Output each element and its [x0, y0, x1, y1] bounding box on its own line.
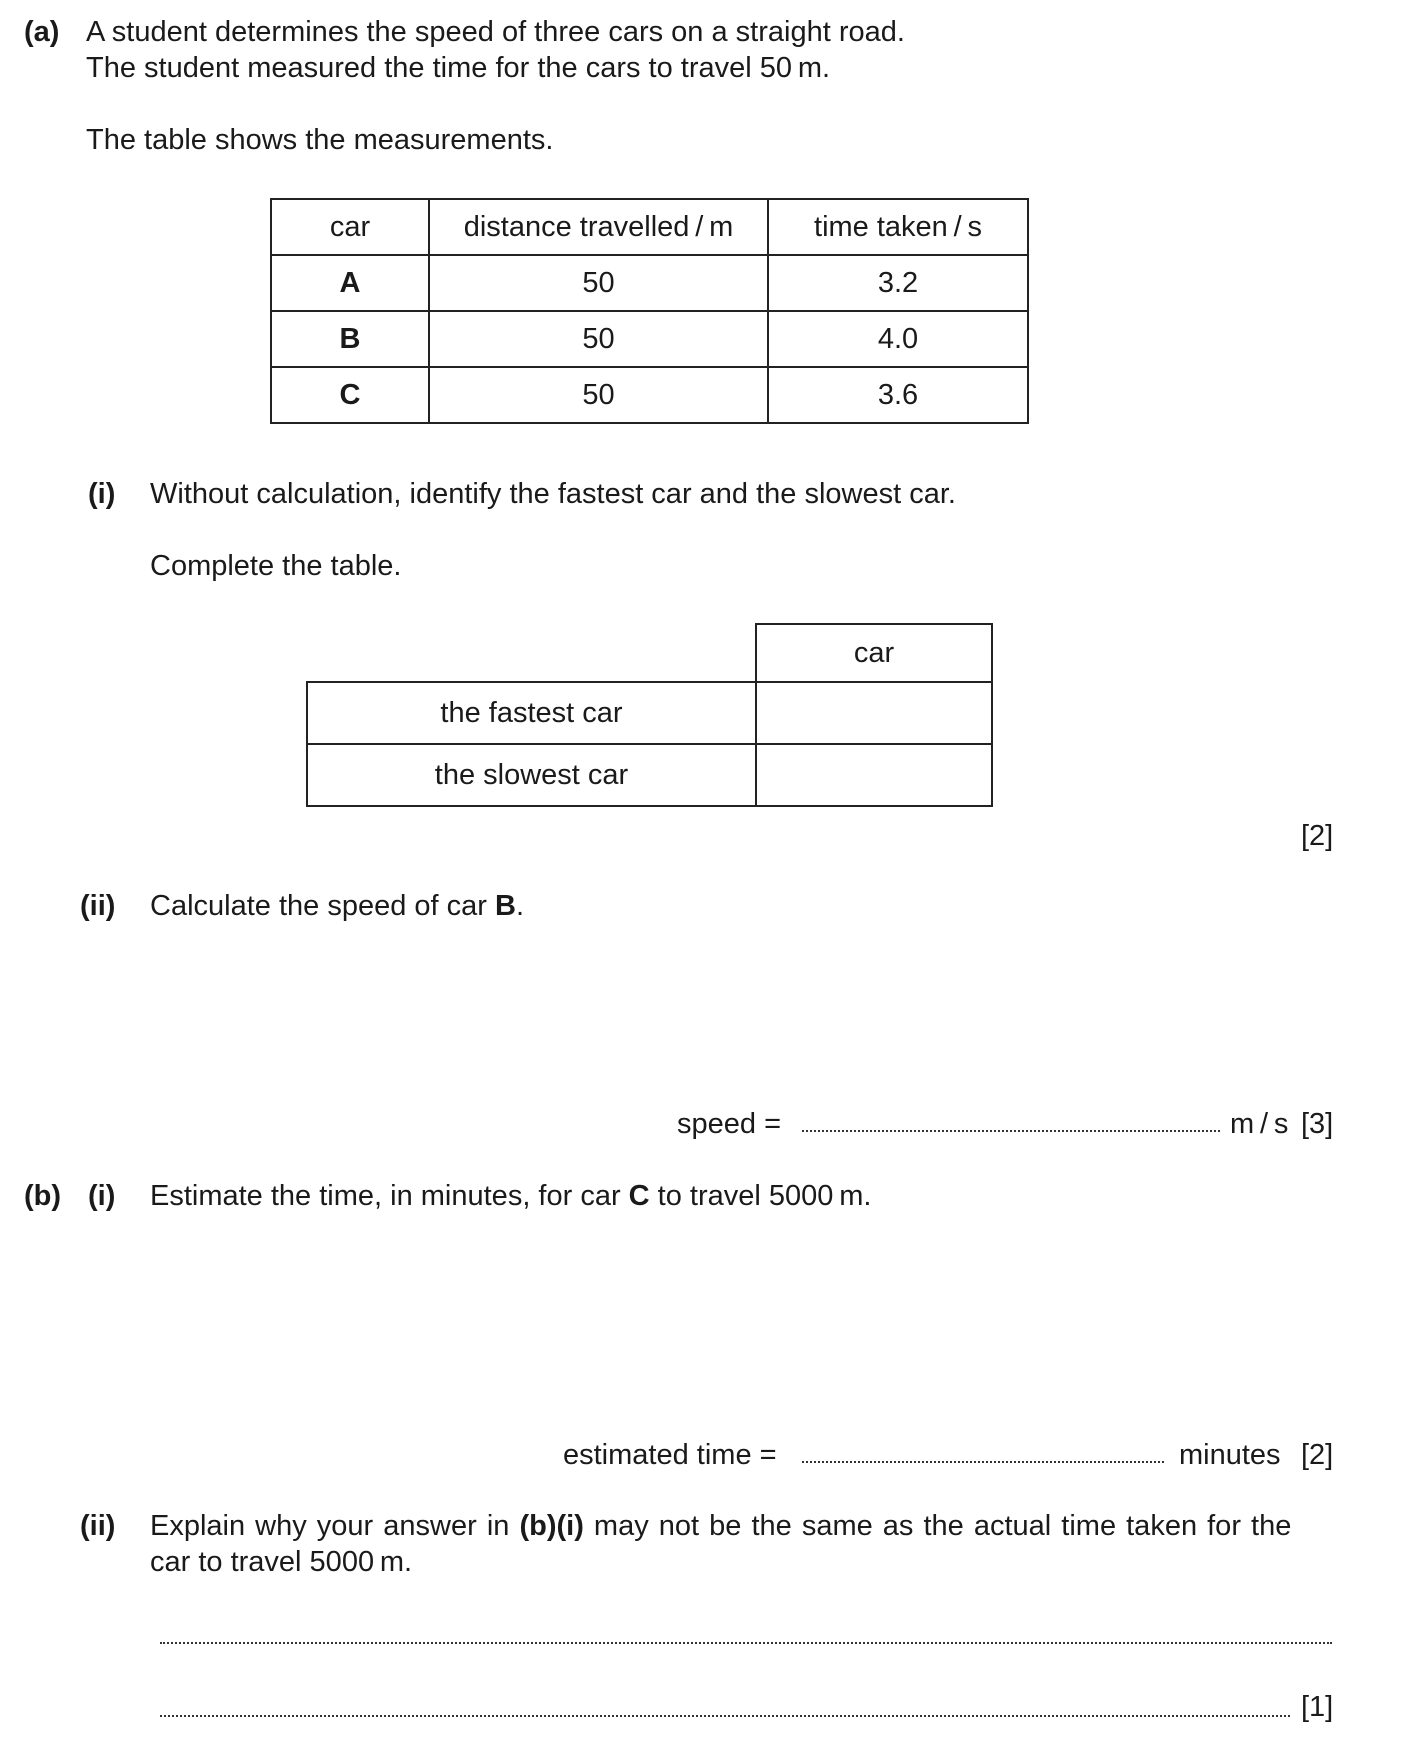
- row-b-car: B: [271, 311, 429, 367]
- part-a-intro-line2: The student measured the time for the cars to travel 50 m.: [86, 52, 831, 84]
- table-row: [271, 255, 1028, 311]
- part-b-label: (b): [24, 1180, 62, 1212]
- speed-answer-label: speed =: [677, 1108, 782, 1140]
- question-end: .: [515, 890, 524, 922]
- row-b-time: 4.0: [768, 311, 1028, 367]
- part-a-i-question: Without calculation, identify the fastest car and the slowest car.: [150, 478, 956, 510]
- header-car: car: [756, 624, 992, 682]
- fastest-slowest-table: [306, 623, 993, 807]
- speed-answer-line[interactable]: [802, 1130, 1220, 1132]
- part-b-i-question: [150, 1178, 871, 1214]
- part-b-ii-label: (ii): [80, 1510, 116, 1542]
- explanation-answer-line-2[interactable]: [160, 1715, 1290, 1717]
- header-distance: distance travelled / m: [429, 199, 768, 255]
- minutes-unit: minutes: [1179, 1439, 1281, 1471]
- row-a-time: 3.2: [768, 255, 1028, 311]
- car-c-ref: C: [628, 1180, 650, 1212]
- row-c-distance: 50: [429, 367, 768, 423]
- row-b-distance: 50: [429, 311, 768, 367]
- table-row: [271, 367, 1028, 423]
- estimated-time-answer-line[interactable]: [802, 1461, 1164, 1463]
- part-a-ii-question: [150, 888, 524, 924]
- measurements-table: [270, 198, 1029, 424]
- question-text-cont: may not be the same as the actual time taken for the: [583, 1510, 1292, 1542]
- table-row: [307, 682, 992, 744]
- part-b-i-marks: [2]: [1301, 1439, 1334, 1471]
- part-b-ii-marks: [1]: [1301, 1691, 1334, 1723]
- car-b-ref: B: [494, 890, 516, 922]
- row-c-time: 3.6: [768, 367, 1028, 423]
- part-b-ii-question-line1: [150, 1508, 1291, 1544]
- part-a-intro-line3: The table shows the measurements.: [86, 124, 554, 156]
- question-end: to travel 5000 m.: [649, 1180, 872, 1212]
- part-a-ii-marks: [3]: [1301, 1108, 1334, 1140]
- blank-header-cell: [307, 624, 756, 682]
- question-text: Explain why your answer in: [150, 1510, 520, 1542]
- estimated-time-label: estimated time =: [563, 1439, 777, 1471]
- header-car: car: [271, 199, 429, 255]
- row-a-car: A: [271, 255, 429, 311]
- part-a-ii-label: (ii): [80, 890, 116, 922]
- question-text: Estimate the time, in minutes, for car: [150, 1180, 629, 1212]
- fastest-car-answer-cell[interactable]: [756, 682, 992, 744]
- row-c-car: C: [271, 367, 429, 423]
- part-a-i-label: (i): [88, 478, 116, 510]
- part-b-i-label: (i): [88, 1180, 116, 1212]
- part-a-i-marks: [2]: [1301, 820, 1334, 852]
- slowest-car-answer-cell[interactable]: [756, 744, 992, 806]
- part-a-intro-line1: A student determines the speed of three cars on a straight road.: [86, 16, 905, 48]
- table-header-row: [271, 199, 1028, 255]
- table-header-row: [307, 624, 992, 682]
- fastest-car-label: the fastest car: [307, 682, 756, 744]
- table-row: [307, 744, 992, 806]
- table-row: [271, 311, 1028, 367]
- row-a-distance: 50: [429, 255, 768, 311]
- explanation-answer-line-1[interactable]: [160, 1642, 1332, 1644]
- part-a-label: (a): [24, 16, 60, 48]
- speed-unit: m / s: [1230, 1108, 1289, 1140]
- question-text: Calculate the speed of car: [150, 890, 495, 922]
- part-a-i-instruction: Complete the table.: [150, 550, 402, 582]
- part-b-ii-question-line2: car to travel 5000 m.: [150, 1546, 413, 1578]
- header-time: time taken / s: [768, 199, 1028, 255]
- slowest-car-label: the slowest car: [307, 744, 756, 806]
- b-i-ref: (b)(i): [519, 1510, 584, 1542]
